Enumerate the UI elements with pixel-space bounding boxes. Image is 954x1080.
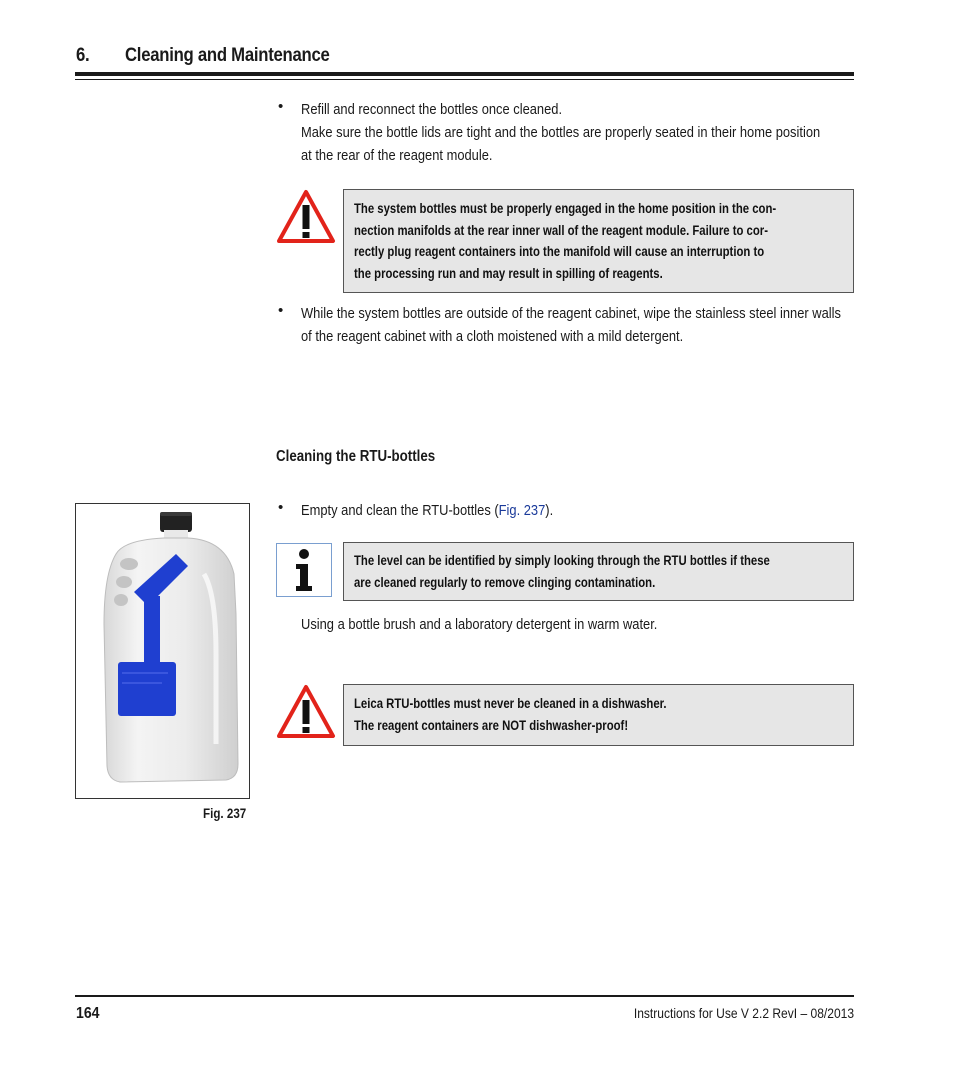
instruction-text: Using a bottle brush and a laboratory detergent in warm water. [301,616,658,633]
figure-caption: Fig. 237 [203,806,247,821]
header-rule [75,72,854,76]
page-number: 164 [76,1005,100,1022]
rtu-bottle-photo [76,504,250,799]
warning-triangle-icon [276,683,336,739]
warning-box: Leica RTU-bottles must never be cleaned in a dishwasher. The reagent containers are NOT dishwasher-proof! [343,684,854,746]
header-rule-thin [75,79,854,80]
footer-doc-info: Instructions for Use V 2.2 RevI – 08/2013 [633,1005,854,1021]
bullet-text: Refill and reconnect the bottles once cleaned. Make sure the bottle lids are tight and the bottles are properly seated in their home position at the rear of the reagent module. [301,101,821,164]
bullet-marker: • [278,98,284,115]
info-box: The level can be identified by simply looking through the RTU bottles if these are cleaned regularly to remove clinging contamination. [343,542,854,601]
figure-link[interactable]: Fig. 237 [498,502,546,519]
bullet-marker: • [278,499,284,516]
bullet-text: While the system bottles are outside of the reagent cabinet, wipe the stainless steel inner walls of the reagent cabinet with a cloth moistened with a mild detergent. [301,305,841,345]
info-icon [276,543,332,597]
bullet-text: Empty and clean the RTU-bottles (Fig. 237). [301,502,554,519]
sub-heading: Cleaning the RTU-bottles [276,448,436,465]
bullet-marker: • [278,302,284,319]
figure-frame [75,503,250,799]
section-number: 6. [76,45,90,66]
warning-triangle-icon [276,188,336,244]
section-title: Cleaning and Maintenance [125,45,330,66]
warning-box: The system bottles must be properly engaged in the home position in the con- nection manifolds at the rear inner wall of the reagent module. Failure to cor- rectly plug reagent containers into the manifold will cause an interruption to the processing run and may result in spilling of reagents. [343,189,854,293]
footer-rule [75,995,854,997]
